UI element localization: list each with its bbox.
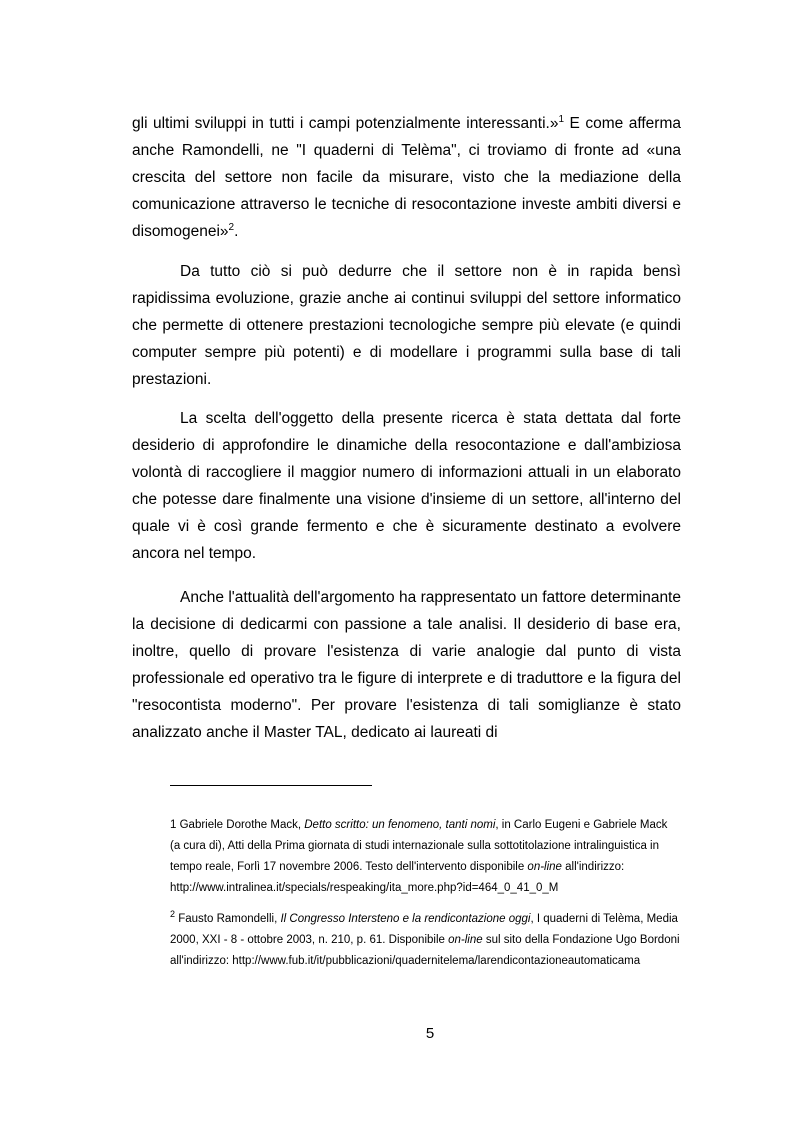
paragraph-1-text-c: . [234,223,239,240]
footnote-2-online: on-line [448,934,483,946]
paragraph-3-text: La scelta dell'oggetto della presente ricerca è stata dettata dal forte desiderio di approfondire le dinamiche della resocontazione e dall'ambiziosa volontà di raccogliere il maggior numero di informazioni attuali in un elaborato che potesse dare finalmente una visione d'insieme di un settore, all'interno del quale vi è così grande fermento e che è sicuramente destinato a evolvere ancora nel tempo. [132,410,681,562]
footnote-2-title: Il Congresso Intersteno e la rendicontazione oggi [280,913,531,925]
paragraph-2-text: Da tutto ciò si può dedurre che il settore non è in rapida bensì rapidissima evoluzione, grazie anche ai continui sviluppi del settore informatico che permette di ottenere prestazioni tecnologiche sempre più elevate (e quindi computer sempre più potenti) e di modellare i programmi sulla base di tali prestazioni. [132,263,681,388]
footnote-2-text-2[interactable]: sul sito della Fondazione Ugo Bordoni all'indirizzo: http://www.fub.it/it/pubblicazioni/quadernitelema/larendicontazioneautomaticama [170,934,680,967]
paragraph-1-text-a: gli ultimi sviluppi in tutti i campi potenzialmente interessanti.» [132,115,559,132]
paragraph-1-text-b: E come afferma anche Ramondelli, ne "I quaderni di Telèma", ci troviamo di fronte ad «una crescita del settore non facile da misurare, visto che la mediazione della comunicazione attraverso le tecniche di resocontazione investe ambiti diversi e disomogenei» [132,115,681,240]
footnote-1-number: 1 [170,819,177,831]
footnote-1-title: Detto scritto: un fenomeno, tanti nomi [304,819,496,831]
footnote-1 [170,815,680,899]
paragraph-2 [132,258,681,393]
footnote-2-author: Fausto Ramondelli, [175,913,281,925]
footnote-2-number: 2 [170,909,176,920]
footnote-2-text-1: , I quaderni di Telèma, Media 2000, XXI - 8 - ottobre 2003, n. 210, p. 61. Disponibile [170,913,678,946]
paragraph-1 [132,110,681,245]
footnote-1-text-2[interactable]: all'indirizzo: http://www.intralinea.it/specials/respeaking/ita_more.php?id=464_0_41_0_M [170,861,625,894]
paragraph-4-text: Anche l'attualità dell'argomento ha rappresentato un fattore determinante la decisione di dedicarmi con passione a tale analisi. Il desiderio di base era, inoltre, quello di provare l'esistenza di varie analogie dal punto di vista professionale ed operativo tra le figure di interprete e di traduttore e la figura del "resocontista moderno". Per provare l'esistenza di tali somiglianze è stato analizzato anche il Master TAL, dedicato ai laureati di [132,589,681,741]
footnote-1-online: on-line [527,861,562,873]
footnote-1-text-1: , in Carlo Eugeni e Gabriele Mack (a cura di), Atti della Prima giornata di studi internazionale sulla sottotitolazione intralinguistica in tempo reale, Forlì 17 novembre 2006. Testo dell'intervento disponibile [170,819,668,873]
footnote-1-author: Gabriele Dorothe Mack, [176,819,305,831]
footnote-ref-1[interactable]: 1 [558,113,564,125]
footnote-2 [170,909,680,972]
footnote-separator [170,785,372,786]
footnote-ref-2[interactable]: 2 [228,221,235,233]
page-number: 5 [425,1025,435,1042]
paragraph-3 [132,405,681,567]
paragraph-4 [132,584,681,746]
